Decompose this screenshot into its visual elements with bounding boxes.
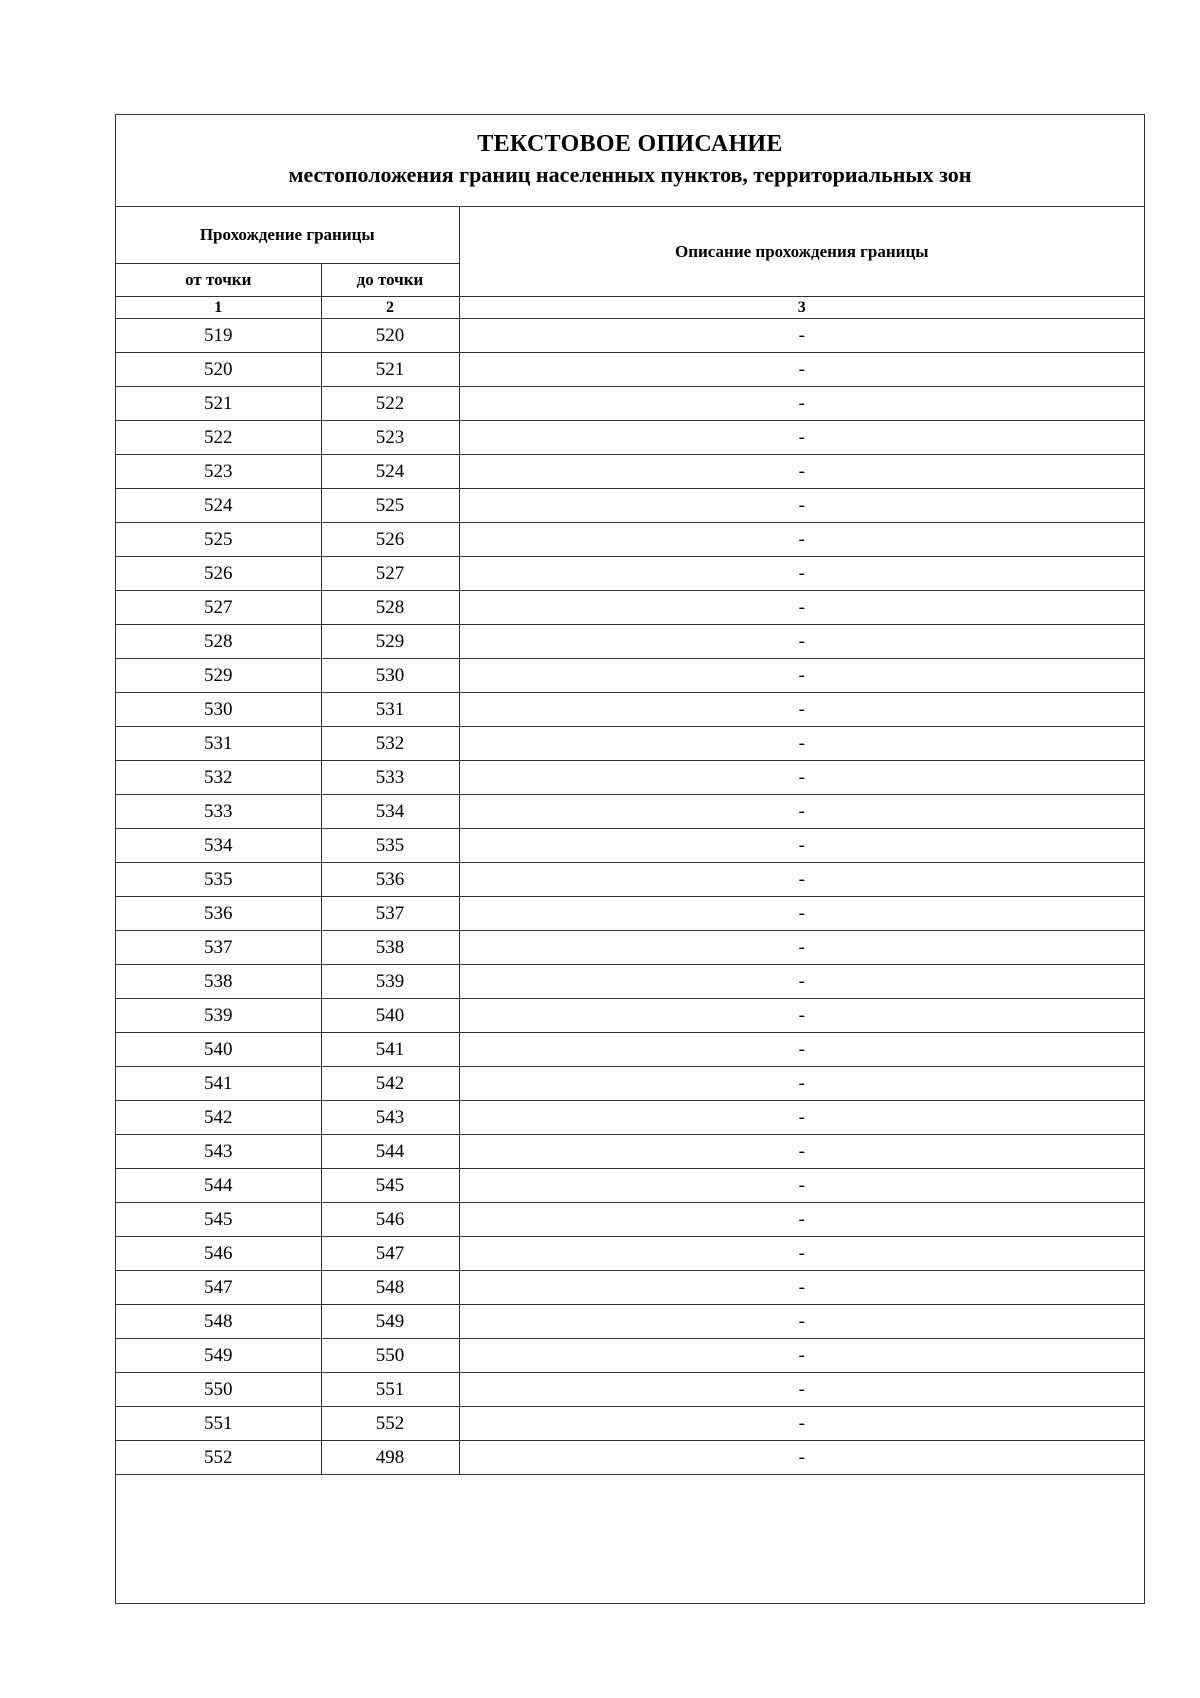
- table-row: [116, 965, 1144, 999]
- table-row: [116, 1169, 1144, 1203]
- cell-to-point: 541: [321, 1033, 459, 1067]
- cell-from-point: 535: [116, 863, 321, 897]
- cell-description: -: [459, 897, 1144, 931]
- cell-to-point: 528: [321, 591, 459, 625]
- header-boundary-passage: Прохождение границы: [116, 207, 459, 264]
- cell-description: -: [459, 591, 1144, 625]
- cell-from-point: 536: [116, 897, 321, 931]
- table-row: [116, 693, 1144, 727]
- cell-from-point: 524: [116, 489, 321, 523]
- table-row: [116, 387, 1144, 421]
- cell-description: -: [459, 1203, 1144, 1237]
- cell-from-point: 532: [116, 761, 321, 795]
- cell-to-point: 526: [321, 523, 459, 557]
- cell-description: -: [459, 965, 1144, 999]
- table-row: [116, 1237, 1144, 1271]
- cell-to-point: 535: [321, 829, 459, 863]
- cell-from-point: 528: [116, 625, 321, 659]
- cell-from-point: 526: [116, 557, 321, 591]
- table-row: [116, 1373, 1144, 1407]
- cell-from-point: 546: [116, 1237, 321, 1271]
- cell-to-point: 529: [321, 625, 459, 659]
- cell-to-point: 530: [321, 659, 459, 693]
- table-row: [116, 1305, 1144, 1339]
- cell-description: -: [459, 761, 1144, 795]
- cell-to-point: 527: [321, 557, 459, 591]
- document-title: ТЕКСТОВОЕ ОПИСАНИЕ: [477, 131, 783, 157]
- boundary-table: [116, 207, 1144, 1475]
- table-row: [116, 557, 1144, 591]
- cell-to-point: 546: [321, 1203, 459, 1237]
- cell-to-point: 525: [321, 489, 459, 523]
- cell-to-point: 544: [321, 1135, 459, 1169]
- cell-description: -: [459, 1135, 1144, 1169]
- table-row: [116, 1101, 1144, 1135]
- document-frame: [115, 114, 1145, 1604]
- cell-description: -: [459, 1101, 1144, 1135]
- table-row: [116, 761, 1144, 795]
- cell-description: -: [459, 693, 1144, 727]
- cell-description: -: [459, 1407, 1144, 1441]
- table-row: [116, 1067, 1144, 1101]
- cell-description: -: [459, 795, 1144, 829]
- cell-description: -: [459, 1305, 1144, 1339]
- cell-description: -: [459, 489, 1144, 523]
- cell-from-point: 544: [116, 1169, 321, 1203]
- table-row: [116, 1203, 1144, 1237]
- cell-description: -: [459, 625, 1144, 659]
- cell-from-point: 533: [116, 795, 321, 829]
- cell-description: -: [459, 353, 1144, 387]
- cell-to-point: 538: [321, 931, 459, 965]
- cell-description: -: [459, 1339, 1144, 1373]
- cell-to-point: 531: [321, 693, 459, 727]
- cell-from-point: 551: [116, 1407, 321, 1441]
- cell-to-point: 536: [321, 863, 459, 897]
- cell-from-point: 543: [116, 1135, 321, 1169]
- cell-from-point: 550: [116, 1373, 321, 1407]
- cell-from-point: 538: [116, 965, 321, 999]
- cell-description: -: [459, 931, 1144, 965]
- cell-to-point: 523: [321, 421, 459, 455]
- cell-description: -: [459, 727, 1144, 761]
- cell-from-point: 530: [116, 693, 321, 727]
- cell-to-point: 498: [321, 1441, 459, 1475]
- cell-from-point: 541: [116, 1067, 321, 1101]
- document-subtitle: местоположения границ населенных пунктов, территориальных зон: [288, 162, 972, 187]
- cell-from-point: 540: [116, 1033, 321, 1067]
- table-row: [116, 727, 1144, 761]
- table-row: [116, 1135, 1144, 1169]
- cell-from-point: 548: [116, 1305, 321, 1339]
- cell-description: -: [459, 863, 1144, 897]
- cell-to-point: 547: [321, 1237, 459, 1271]
- cell-from-point: 542: [116, 1101, 321, 1135]
- table-row: [116, 523, 1144, 557]
- table-row: [116, 625, 1144, 659]
- cell-from-point: 549: [116, 1339, 321, 1373]
- cell-from-point: 534: [116, 829, 321, 863]
- cell-description: -: [459, 1169, 1144, 1203]
- table-row: [116, 829, 1144, 863]
- table-row: [116, 455, 1144, 489]
- cell-from-point: 525: [116, 523, 321, 557]
- table-row: [116, 489, 1144, 523]
- cell-from-point: 547: [116, 1271, 321, 1305]
- cell-description: -: [459, 1373, 1144, 1407]
- header-to-point: до точки: [321, 264, 459, 297]
- cell-to-point: 524: [321, 455, 459, 489]
- cell-to-point: 533: [321, 761, 459, 795]
- cell-description: -: [459, 455, 1144, 489]
- cell-description: -: [459, 1067, 1144, 1101]
- table-row: [116, 897, 1144, 931]
- cell-from-point: 539: [116, 999, 321, 1033]
- cell-to-point: 537: [321, 897, 459, 931]
- table-row: [116, 659, 1144, 693]
- cell-to-point: 521: [321, 353, 459, 387]
- column-number-3: 3: [459, 297, 1144, 319]
- cell-description: -: [459, 829, 1144, 863]
- cell-from-point: 529: [116, 659, 321, 693]
- cell-from-point: 520: [116, 353, 321, 387]
- cell-description: -: [459, 319, 1144, 353]
- cell-to-point: 548: [321, 1271, 459, 1305]
- cell-to-point: 542: [321, 1067, 459, 1101]
- table-row: [116, 931, 1144, 965]
- cell-to-point: 520: [321, 319, 459, 353]
- cell-to-point: 534: [321, 795, 459, 829]
- cell-to-point: 540: [321, 999, 459, 1033]
- table-row: [116, 1033, 1144, 1067]
- cell-description: -: [459, 421, 1144, 455]
- header-from-point: от точки: [116, 264, 321, 297]
- cell-from-point: 519: [116, 319, 321, 353]
- table-row: [116, 591, 1144, 625]
- cell-description: -: [459, 523, 1144, 557]
- cell-to-point: 550: [321, 1339, 459, 1373]
- cell-from-point: 545: [116, 1203, 321, 1237]
- cell-from-point: 523: [116, 455, 321, 489]
- cell-description: -: [459, 557, 1144, 591]
- cell-description: -: [459, 1033, 1144, 1067]
- cell-to-point: 543: [321, 1101, 459, 1135]
- cell-to-point: 522: [321, 387, 459, 421]
- table-row: [116, 1441, 1144, 1475]
- table-row: [116, 1271, 1144, 1305]
- table-row: [116, 1339, 1144, 1373]
- cell-from-point: 537: [116, 931, 321, 965]
- cell-to-point: 552: [321, 1407, 459, 1441]
- table-row: [116, 795, 1144, 829]
- cell-to-point: 551: [321, 1373, 459, 1407]
- table-row: [116, 999, 1144, 1033]
- cell-from-point: 521: [116, 387, 321, 421]
- cell-description: -: [459, 1441, 1144, 1475]
- table-row: [116, 863, 1144, 897]
- table-row: [116, 319, 1144, 353]
- cell-description: -: [459, 387, 1144, 421]
- table-row: [116, 353, 1144, 387]
- cell-from-point: 531: [116, 727, 321, 761]
- column-number-2: 2: [321, 297, 459, 319]
- table-row: [116, 421, 1144, 455]
- cell-description: -: [459, 1271, 1144, 1305]
- cell-from-point: 522: [116, 421, 321, 455]
- cell-from-point: 552: [116, 1441, 321, 1475]
- column-number-1: 1: [116, 297, 321, 319]
- header-description: Описание прохождения границы: [459, 207, 1144, 297]
- cell-description: -: [459, 1237, 1144, 1271]
- cell-to-point: 539: [321, 965, 459, 999]
- cell-from-point: 527: [116, 591, 321, 625]
- cell-description: -: [459, 659, 1144, 693]
- cell-to-point: 549: [321, 1305, 459, 1339]
- cell-to-point: 545: [321, 1169, 459, 1203]
- table-row: [116, 1407, 1144, 1441]
- cell-to-point: 532: [321, 727, 459, 761]
- title-block: [116, 115, 1144, 207]
- cell-description: -: [459, 999, 1144, 1033]
